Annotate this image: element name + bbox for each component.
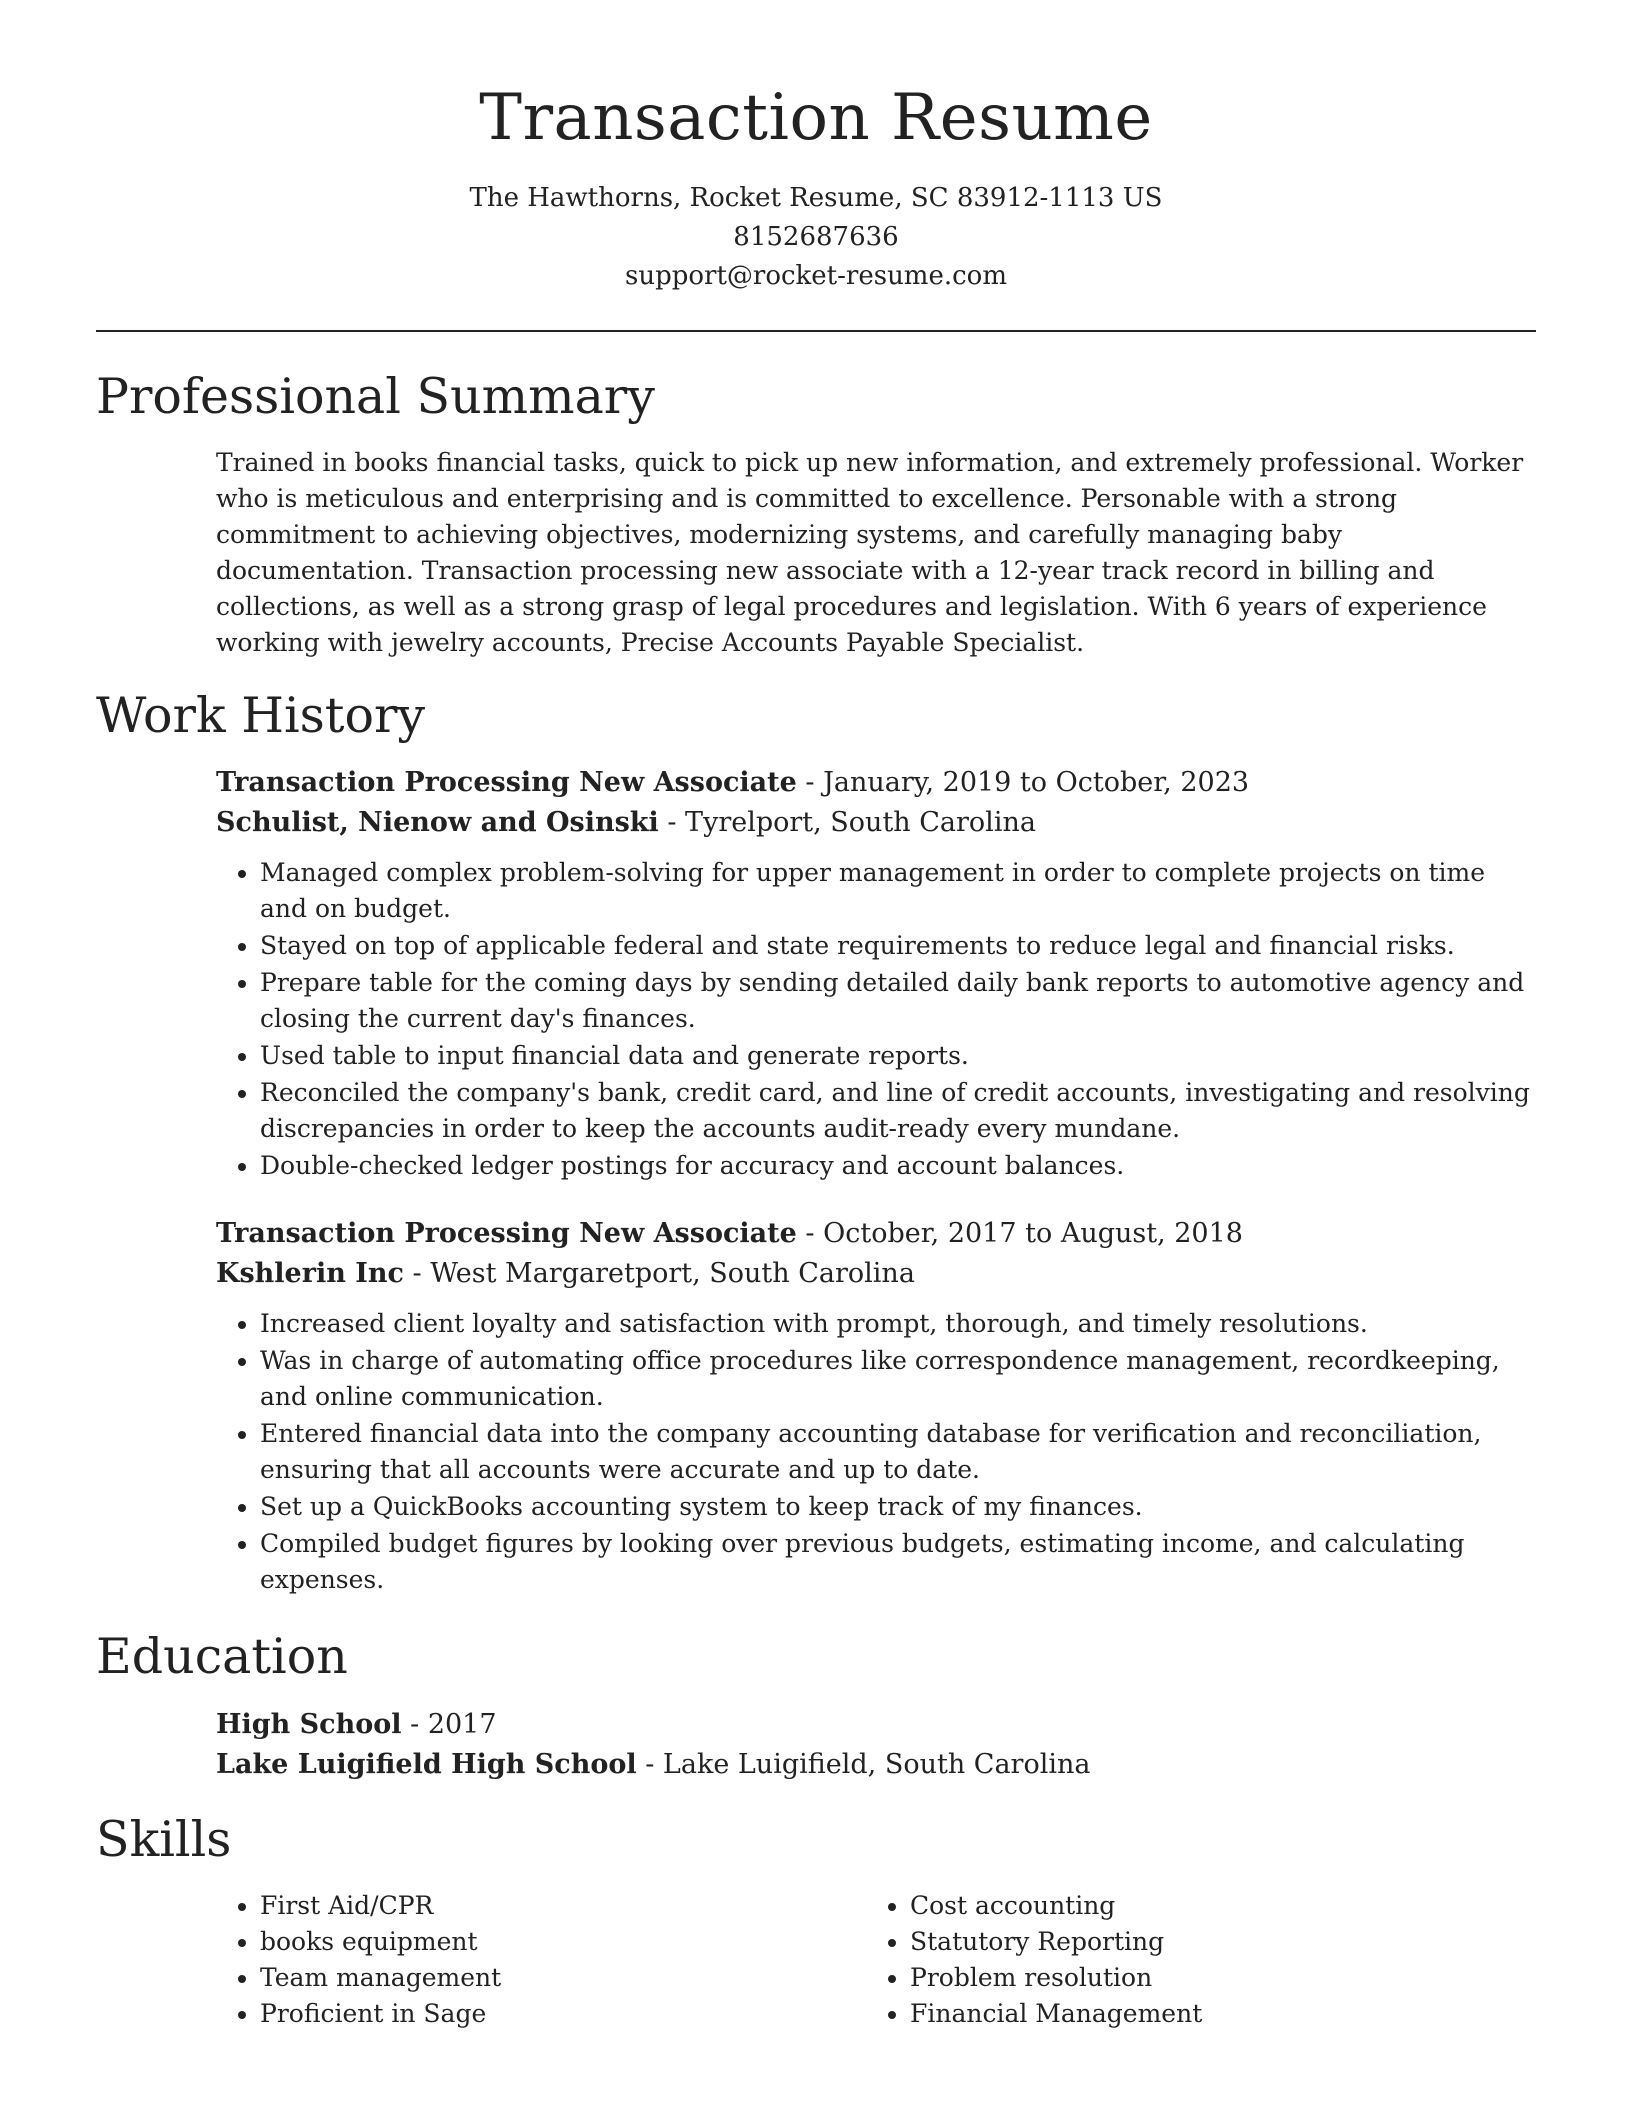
job-role: Transaction Processing New Associate bbox=[216, 767, 797, 799]
job-bullet: • Used table to input financial data and generate reports. bbox=[260, 1038, 1536, 1074]
education-school-line bbox=[216, 1745, 1536, 1785]
skill-item: • First Aid/CPR bbox=[260, 1888, 866, 1924]
job-company-line bbox=[216, 1254, 1536, 1294]
skill-item: • Team management bbox=[260, 1960, 866, 1996]
skill-item: • Financial Management bbox=[910, 1996, 1516, 2032]
job-title-line bbox=[216, 763, 1536, 803]
job-dates: - January, 2019 to October, 2023 bbox=[796, 767, 1250, 799]
job-company: Kshlerin Inc bbox=[216, 1258, 404, 1290]
skills-list bbox=[866, 1888, 1516, 2032]
job-bullets bbox=[216, 1306, 1536, 1598]
skills-section bbox=[96, 1811, 1536, 2032]
job-bullet: • Stayed on top of applicable federal and state requirements to reduce legal and financial risks. bbox=[260, 928, 1536, 964]
section-title-summary: Professional Summary bbox=[96, 367, 655, 425]
job-bullet: • Increased client loyalty and satisfaction with prompt, thorough, and timely resolutions. bbox=[260, 1306, 1536, 1342]
education-degree-line bbox=[216, 1705, 1536, 1745]
section-title-work-history: Work History bbox=[96, 686, 426, 744]
education-school: Lake Luigifield High School bbox=[216, 1749, 637, 1781]
skill-item: • Statutory Reporting bbox=[910, 1924, 1516, 1960]
job-bullet: • Entered financial data into the company accounting database for verification and reconciliation, ensuring that all accounts were accurate and up to date. bbox=[260, 1416, 1536, 1488]
job-bullet: • Reconciled the company's bank, credit card, and line of credit accounts, investigating and resolving discrepancies in order to keep the accounts audit-ready every mundane. bbox=[260, 1075, 1536, 1147]
address: The Hawthorns, Rocket Resume, SC 83912-1113 US bbox=[469, 182, 1163, 213]
job-bullet: • Was in charge of automating office procedures like correspondence management, recordkeeping, and online communication. bbox=[260, 1343, 1536, 1415]
education-section bbox=[96, 1628, 1536, 1785]
job-dates: - October, 2017 to August, 2018 bbox=[796, 1218, 1243, 1250]
education-entry bbox=[216, 1705, 1536, 1785]
skill-item: • Proficient in Sage bbox=[260, 1996, 866, 2032]
job-bullet: • Set up a QuickBooks accounting system to keep track of my finances. bbox=[260, 1489, 1536, 1525]
job-location: - Tyrelport, South Carolina bbox=[658, 807, 1036, 839]
skill-item: • books equipment bbox=[260, 1924, 866, 1960]
education-year: - 2017 bbox=[401, 1709, 497, 1741]
skills-column-right bbox=[866, 1888, 1516, 2032]
job-company: Schulist, Nienow and Osinski bbox=[216, 807, 659, 839]
professional-summary-section bbox=[96, 368, 1536, 661]
job-bullet: • Prepare table for the coming days by sending detailed daily bank reports to automotive agency and closing the current day's finances. bbox=[260, 965, 1536, 1037]
skill-item: • Problem resolution bbox=[910, 1960, 1516, 1996]
skills-list bbox=[216, 1888, 866, 2032]
resume-header bbox=[96, 80, 1536, 296]
job-entry bbox=[216, 763, 1536, 1184]
job-bullet: • Double-checked ledger postings for accuracy and account balances. bbox=[260, 1148, 1536, 1184]
email-address: support@rocket-resume.com bbox=[624, 260, 1007, 291]
job-bullet: • Managed complex problem-solving for upper management in order to complete projects on time and on budget. bbox=[260, 855, 1536, 927]
job-company-line bbox=[216, 803, 1536, 843]
work-history-section bbox=[96, 687, 1536, 1599]
skill-item: • Cost accounting bbox=[910, 1888, 1516, 1924]
job-bullet: • Compiled budget figures by looking over previous budgets, estimating income, and calculating expenses. bbox=[260, 1526, 1536, 1598]
header-divider bbox=[96, 330, 1536, 332]
skills-grid bbox=[216, 1888, 1536, 2032]
summary-text: Trained in books financial tasks, quick to pick up new information, and extremely professional. Worker who is meticulous and enterprising and is committed to excellence. Personable with a strong commitment to achieving objectives, modernizing systems, and carefully managing baby documentation. Transaction processing new associate with a 12-year track record in billing and collections, as well as a strong grasp of legal procedures and legislation. With 6 years of experience working with jewelry accounts, Precise Accounts Payable Specialist. bbox=[216, 447, 1524, 657]
job-entry bbox=[216, 1214, 1536, 1598]
job-bullets bbox=[216, 855, 1536, 1184]
resume-title: Transaction Resume bbox=[479, 81, 1153, 155]
job-role: Transaction Processing New Associate bbox=[216, 1218, 797, 1250]
education-location: - Lake Luigifield, South Carolina bbox=[636, 1749, 1091, 1781]
section-title-skills: Skills bbox=[96, 1811, 232, 1869]
section-title-education: Education bbox=[96, 1628, 348, 1686]
job-title-line bbox=[216, 1214, 1536, 1254]
education-degree: High School bbox=[216, 1709, 402, 1741]
skills-column-left bbox=[216, 1888, 866, 2032]
job-location: - West Margaretport, South Carolina bbox=[403, 1258, 915, 1290]
phone-number: 8152687636 bbox=[733, 221, 899, 252]
